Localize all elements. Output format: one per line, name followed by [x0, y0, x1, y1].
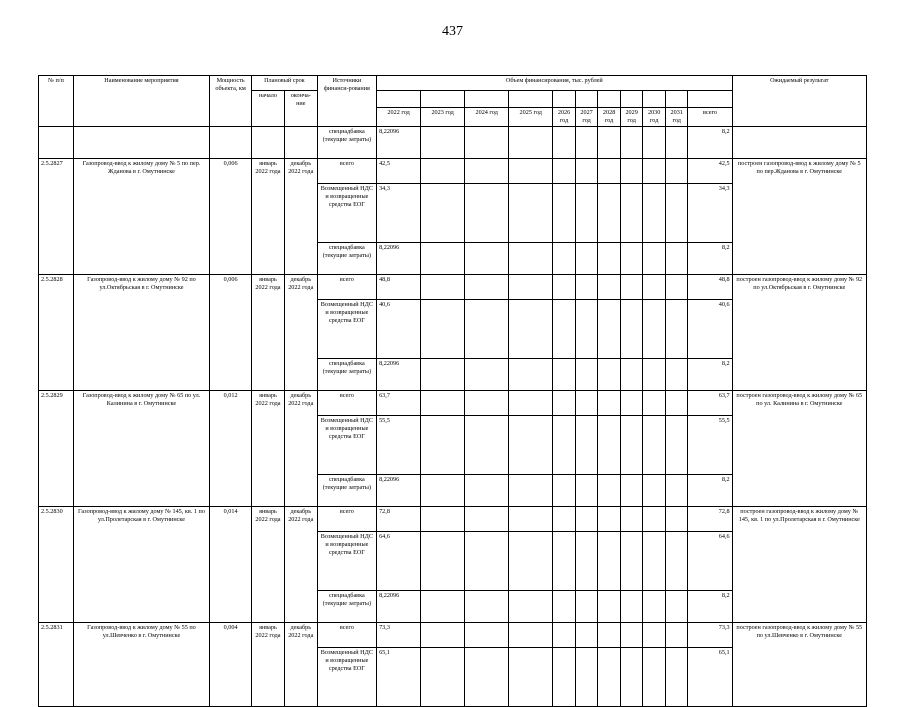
- record-capacity: 0,014: [210, 507, 252, 623]
- source-cell: спецнадбавка (текущие затраты): [317, 243, 376, 275]
- value-total: 8,2: [688, 359, 732, 391]
- value-total: 34,3: [688, 184, 732, 243]
- record-name: Газопровод-ввод к жилому дому № 55 по ул.Шевченко в г. Омутнинске: [73, 623, 209, 707]
- header-end: оконча-ние: [284, 91, 317, 127]
- value-2022: 55,5: [377, 416, 421, 475]
- record-end: декабрь 2022 года: [284, 623, 317, 707]
- source-cell: Возмещенный НДС и возвращенные средства ЕОГ: [317, 532, 376, 591]
- header-term: Плановый срок: [252, 76, 318, 91]
- record-end: декабрь 2022 года: [284, 275, 317, 391]
- table-row: [39, 623, 867, 648]
- value-total: 8,2: [688, 243, 732, 275]
- header-year: 2029 год: [620, 108, 643, 127]
- record-start: январь 2022 года: [252, 275, 285, 391]
- value-2022: 8,22096: [377, 475, 421, 507]
- header-total: всего: [688, 108, 732, 127]
- value-total: 64,6: [688, 532, 732, 591]
- header-year: 2030 год: [643, 108, 666, 127]
- source-cell: Возмещенный НДС и возвращенные средства ЕОГ: [317, 300, 376, 359]
- record-start: январь 2022 года: [252, 391, 285, 507]
- value-2022: 8,22096: [377, 243, 421, 275]
- value-2022: 73,3: [377, 623, 421, 648]
- record-start: январь 2022 года: [252, 159, 285, 275]
- record-name: Газопровод-ввод к жилому дому № 145, кв. 1 по ул.Пролетарская в г. Омутнинске: [73, 507, 209, 623]
- value-2022: 72,8: [377, 507, 421, 532]
- source-cell: всего: [317, 623, 376, 648]
- table-row-carry-over: [39, 127, 867, 159]
- header-year: 2024 год: [465, 108, 509, 127]
- source-cell: всего: [317, 275, 376, 300]
- header-sources: Источники финанси-рования: [317, 76, 376, 127]
- record-capacity: 0,012: [210, 391, 252, 507]
- source-cell: всего: [317, 507, 376, 532]
- record-end: декабрь 2022 года: [284, 159, 317, 275]
- value-total: 48,8: [688, 275, 732, 300]
- value-2022: 64,6: [377, 532, 421, 591]
- value-total: 8,2: [688, 591, 732, 623]
- value-2022: 8,22096: [377, 127, 421, 159]
- header-year: 2026 год: [553, 108, 576, 127]
- table-row: [39, 275, 867, 300]
- value-2022: 8,22096: [377, 591, 421, 623]
- record-num: 2.5.2830: [39, 507, 74, 623]
- value-2022: 48,8: [377, 275, 421, 300]
- record-num: 2.5.2828: [39, 275, 74, 391]
- record-end: декабрь 2022 года: [284, 391, 317, 507]
- source-cell: спецнадбавка (текущие затраты): [317, 591, 376, 623]
- record-end: декабрь 2022 года: [284, 507, 317, 623]
- value-total: 65,1: [688, 648, 732, 707]
- record-num: 2.5.2827: [39, 159, 74, 275]
- header-year: 2031 год: [665, 108, 688, 127]
- record-num: 2.5.2831: [39, 623, 74, 707]
- record-result: построен газопровод-ввод к жилому дому № 5 по пер.Жданова в г. Омутнинске: [732, 159, 866, 275]
- record-result: построен газопровод-ввод к жилому дому № 65 по ул. Калинина в г. Омутнинске: [732, 391, 866, 507]
- source-cell: спецнадбавка (текущие затраты): [317, 127, 376, 159]
- table-row: [39, 391, 867, 416]
- source-cell: Возмещенный НДС и возвращенные средства ЕОГ: [317, 184, 376, 243]
- source-cell: всего: [317, 391, 376, 416]
- source-cell: Возмещенный НДС и возвращенные средства ЕОГ: [317, 416, 376, 475]
- record-name: Газопровод-ввод к жилому дому № 92 по ул.Октябрьская в г. Омутнинске: [73, 275, 209, 391]
- page-number: 437: [442, 24, 463, 39]
- header-volume: Объем финансирования, тыс. рублей: [377, 76, 733, 91]
- header-year: 2022 год: [377, 108, 421, 127]
- record-start: январь 2022 года: [252, 623, 285, 707]
- header-num: № п/п: [39, 76, 74, 127]
- source-cell: спецнадбавка (текущие затраты): [317, 359, 376, 391]
- source-cell: всего: [317, 159, 376, 184]
- value-2022: 8,22096: [377, 359, 421, 391]
- value-total: 55,5: [688, 416, 732, 475]
- table-row: [39, 159, 867, 184]
- value-2022: 40,6: [377, 300, 421, 359]
- record-start: январь 2022 года: [252, 507, 285, 623]
- value-total: 8,2: [688, 127, 732, 159]
- header-name: Наименование мероприятия: [73, 76, 209, 127]
- value-total: 73,3: [688, 623, 732, 648]
- record-capacity: 0,006: [210, 159, 252, 275]
- record-capacity: 0,004: [210, 623, 252, 707]
- header-year: 2028 год: [598, 108, 621, 127]
- value-total: 8,2: [688, 475, 732, 507]
- record-result: построен газопровод-ввод к жилому дому № 55 по ул.Шевченко в г. Омутнинске: [732, 623, 866, 707]
- table-row: [39, 507, 867, 532]
- record-result: построен газопровод-ввод к жилому дому № 145, кв. 1 по ул.Пролетарская в г. Омутнинске: [732, 507, 866, 623]
- record-capacity: 0,006: [210, 275, 252, 391]
- value-total: 42,5: [688, 159, 732, 184]
- record-result: построен газопровод-ввод к жилому дому № 92 по ул.Октябрьская в г. Омутнинске: [732, 275, 866, 391]
- header-start: начало: [252, 91, 285, 127]
- financing-table: [38, 75, 867, 707]
- value-2022: 63,7: [377, 391, 421, 416]
- value-total: 72,8: [688, 507, 732, 532]
- value-2022: 34,3: [377, 184, 421, 243]
- value-total: 40,6: [688, 300, 732, 359]
- record-name: Газопровод-ввод к жилому дому № 65 по ул. Калинина в г. Омутнинске: [73, 391, 209, 507]
- record-num: 2.5.2829: [39, 391, 74, 507]
- header-year: 2027 год: [575, 108, 598, 127]
- record-name: Газопровод-ввод к жилому дому № 5 по пер. Жданова в г. Омутнинске: [73, 159, 209, 275]
- value-total: 63,7: [688, 391, 732, 416]
- value-2022: 65,1: [377, 648, 421, 707]
- header-year: 2023 год: [421, 108, 465, 127]
- value-2022: 42,5: [377, 159, 421, 184]
- source-cell: Возмещенный НДС и возвращенные средства ЕОГ: [317, 648, 376, 707]
- source-cell: спецнадбавка (текущие затраты): [317, 475, 376, 507]
- header-capacity: Мощность объекта, км: [210, 76, 252, 127]
- header-year: 2025 год: [509, 108, 553, 127]
- header-result: Ожидаемый результат: [732, 76, 866, 127]
